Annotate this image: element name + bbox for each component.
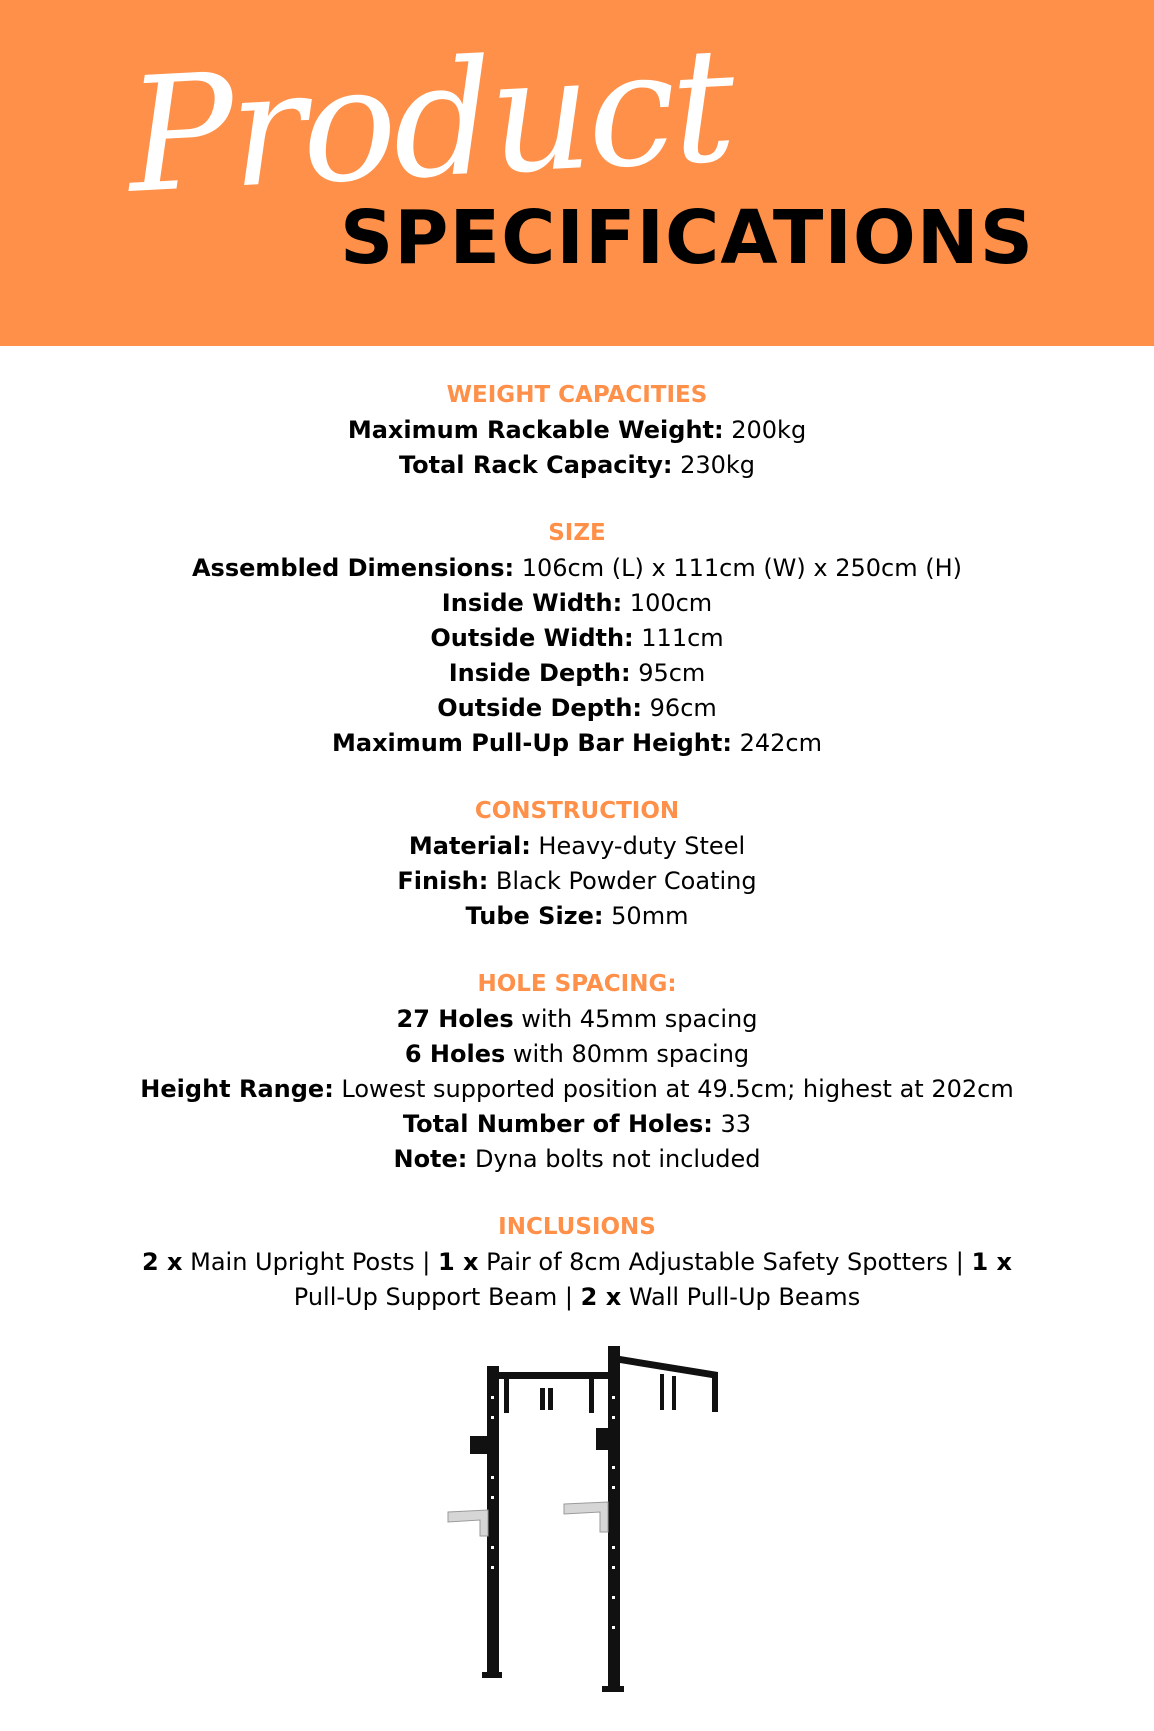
spec-label: Maximum Rackable Weight: [347,416,724,444]
spec-value: Heavy-duty Steel [530,832,746,860]
inclusion-qty: 1 x [971,1248,1013,1276]
inclusion-item: Main Upright Posts | [182,1248,438,1276]
inclusion-qty: 1 x [437,1248,479,1276]
spec-label: Material: [408,832,531,860]
section-heading: SIZE [548,520,606,546]
spec-line [0,586,1154,621]
header-title: SPECIFICATIONS [340,195,1034,281]
spec-label: Height Range: [140,1075,334,1103]
section-construction [0,794,1154,934]
spec-value: Lowest supported position at 49.5cm; highest at 202cm [333,1075,1014,1103]
section-heading: INCLUSIONS [498,1214,656,1240]
spec-line [0,1072,1154,1107]
section-hole-spacing [0,967,1154,1177]
spec-label: 27 Holes [396,1005,514,1033]
spec-value: 95cm [630,659,706,687]
spec-label: Note: [393,1145,468,1173]
spec-label: Total Number of Holes: [402,1110,713,1138]
spec-label: Maximum Pull-Up Bar Height: [332,729,732,757]
spec-value: 200kg [723,416,807,444]
inclusion-qty: 2 x [141,1248,183,1276]
inclusion-item: Pull-Up Support Beam | [293,1283,581,1311]
spec-label: Outside Width: [430,624,634,652]
spec-line [0,1002,1154,1037]
spec-value: 230kg [672,451,756,479]
header-banner [0,0,1154,346]
inclusions-text [117,1245,1037,1315]
spec-label: Outside Depth: [437,694,643,722]
spec-value: 111cm [633,624,724,652]
spec-content [0,378,1154,1348]
spec-value: 33 [712,1110,752,1138]
section-inclusions [0,1210,1154,1315]
spec-line [0,1037,1154,1072]
spec-value: with 45mm spacing [513,1005,758,1033]
spec-value: 96cm [642,694,717,722]
spec-line [0,829,1154,864]
inclusion-item: Pair of 8cm Adjustable Safety Spotters | [478,1248,972,1276]
spec-value: Black Powder Coating [488,867,757,895]
spec-line [0,726,1154,761]
spec-line [0,656,1154,691]
spec-line [0,864,1154,899]
spec-label: Finish: [397,867,489,895]
header-script-word: Product [123,13,736,229]
spec-label: 6 Holes [404,1040,506,1068]
spec-label: Inside Depth: [448,659,631,687]
spec-label: Tube Size: [465,902,604,930]
spec-value: 106cm (L) x 111cm (W) x 250cm (H) [514,554,963,582]
wall-rack-image [440,1336,740,1706]
spec-line [0,1107,1154,1142]
inclusion-qty: 2 x [580,1283,622,1311]
spec-label: Inside Width: [441,589,623,617]
spec-line [0,691,1154,726]
spec-label: Assembled Dimensions: [191,554,515,582]
section-heading: CONSTRUCTION [474,798,680,824]
spec-value: 100cm [622,589,713,617]
section-size [0,516,1154,761]
spec-value: 50mm [603,902,689,930]
safety-spotters [448,1502,608,1536]
spec-line [0,899,1154,934]
section-heading: HOLE SPACING: [477,971,677,997]
spec-line [0,448,1154,483]
spec-line [0,621,1154,656]
spec-value: Dyna bolts not included [467,1145,761,1173]
spec-line [0,413,1154,448]
spec-line [0,551,1154,586]
section-heading: WEIGHT CAPACITIES [446,382,708,408]
inclusion-item: Wall Pull-Up Beams [621,1283,861,1311]
spec-label: Total Rack Capacity: [398,451,673,479]
spec-value: 242cm [731,729,822,757]
spec-line [0,1142,1154,1177]
rack-frame [470,1346,718,1692]
spec-value: with 80mm spacing [505,1040,750,1068]
section-weight [0,378,1154,483]
